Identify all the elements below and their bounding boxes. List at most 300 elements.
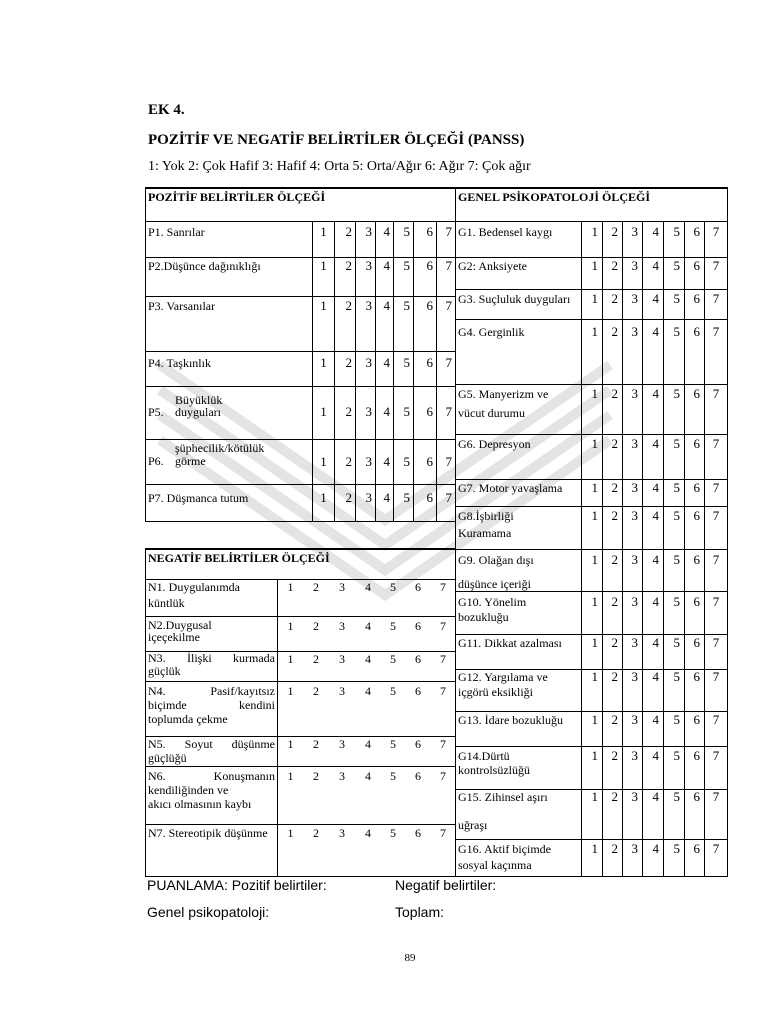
rating-option-1: 1 xyxy=(287,580,294,594)
rating-option-6: 6 xyxy=(414,440,437,484)
rating-option-3: 3 xyxy=(356,440,376,484)
positive-item-label xyxy=(146,297,313,351)
item-label-line: G4. Gerginlik xyxy=(458,325,525,339)
rating-option-2: 2 xyxy=(603,290,623,319)
item-label-line: G7. Motor yavaşlama xyxy=(458,481,563,495)
general-item-2 xyxy=(456,258,727,290)
rating-option-7: 7 xyxy=(445,224,452,239)
item-label-line: biçimde kendini xyxy=(148,698,275,712)
rating-option-3: 3 xyxy=(623,290,643,319)
general-item-16 xyxy=(456,840,727,876)
rating-option-6: 6 xyxy=(414,297,437,351)
rating-option-7: 7 xyxy=(445,298,452,313)
rating-option-3: 3 xyxy=(356,352,376,386)
item-label-line: küntlük xyxy=(148,596,185,610)
item-label-line: G1. Bedensel kaygı xyxy=(458,225,553,239)
rating-option-4: 4 xyxy=(365,580,371,594)
rating-option-7: 7 xyxy=(712,508,720,523)
rating-option-3: 3 xyxy=(623,480,643,506)
rating-option-4: 4 xyxy=(643,507,664,549)
item-label-line: sosyal kaçınma xyxy=(458,858,532,872)
positive-item-4 xyxy=(146,352,455,387)
rating-option-6: 6 xyxy=(685,222,705,257)
rating-option-2: 2 xyxy=(603,435,623,479)
rating-option-1: 1 xyxy=(287,737,294,751)
general-item-label xyxy=(456,592,582,634)
rating-option-5: 5 xyxy=(390,580,396,594)
rating-option-1: 1 xyxy=(582,258,603,289)
item-label-line: bozukluğu xyxy=(458,610,509,624)
negative-item-label xyxy=(146,682,278,736)
rating-option-1: 1 xyxy=(287,684,294,698)
rating-option-4: 4 xyxy=(643,258,664,289)
rating-option-1: 1 xyxy=(313,352,335,386)
rating-option-3: 3 xyxy=(356,297,376,351)
item-label-line: P2.Düşünce dağınıklığı xyxy=(148,259,261,273)
rating-option-4: 4 xyxy=(376,222,394,257)
rating-option-4: 4 xyxy=(643,435,664,479)
rating-option-2: 2 xyxy=(335,297,356,351)
rating-option-4: 4 xyxy=(643,747,664,789)
rating-option-2: 2 xyxy=(603,747,623,789)
rating-option-1: 1 xyxy=(313,222,335,257)
general-item-15 xyxy=(456,790,727,840)
rating-option-4: 4 xyxy=(643,320,664,384)
rating-option-6: 6 xyxy=(685,550,705,591)
rating-option-3: 3 xyxy=(623,635,643,669)
rating-option-4: 4 xyxy=(376,387,394,439)
negative-item-label xyxy=(146,617,278,651)
rating-option-2: 2 xyxy=(335,222,356,257)
rating-option-5: 5 xyxy=(664,222,685,257)
rating-option-1: 1 xyxy=(582,712,603,746)
general-item-label xyxy=(456,712,582,746)
rating-option-4: 4 xyxy=(365,769,371,783)
rating-option-5: 5 xyxy=(664,507,685,549)
rating-option-5: 5 xyxy=(664,435,685,479)
rating-option-3: 3 xyxy=(356,387,376,439)
item-label-line: içgörü eksikliği xyxy=(458,685,533,699)
rating-option-1: 1 xyxy=(582,747,603,789)
rating-option-1: 1 xyxy=(582,290,603,319)
item-label-line: N6. Konuşmanın xyxy=(148,769,275,783)
rating-option-7: 7 xyxy=(712,291,720,306)
rating-option-3: 3 xyxy=(339,580,345,594)
rating-option-7: 7 xyxy=(712,480,720,495)
rating-option-5: 5 xyxy=(664,712,685,746)
rating-option-3: 3 xyxy=(623,790,643,839)
rating-option-7: 7 xyxy=(712,841,720,856)
rating-option-4: 4 xyxy=(643,635,664,669)
rating-option-1: 1 xyxy=(287,826,294,840)
rating-option-7: 7 xyxy=(712,552,720,567)
general-item-11 xyxy=(456,635,727,670)
rating-option-3: 3 xyxy=(339,619,345,633)
negative-item-label xyxy=(146,737,278,766)
positive-item-label xyxy=(146,387,313,439)
positive-item-label xyxy=(146,352,313,386)
item-code: P5. xyxy=(148,405,164,419)
general-item-9 xyxy=(456,550,727,592)
general-item-4 xyxy=(456,320,727,385)
rating-option-3: 3 xyxy=(623,222,643,257)
rating-option-6: 6 xyxy=(415,580,421,594)
rating-option-2: 2 xyxy=(603,635,623,669)
rating-option-1: 1 xyxy=(582,592,603,634)
rating-option-1: 1 xyxy=(582,320,603,384)
rating-option-2: 2 xyxy=(335,352,356,386)
rating-option-5: 5 xyxy=(394,387,414,439)
item-label-line: uğraşı xyxy=(458,818,488,832)
rating-option-3: 3 xyxy=(356,485,376,521)
item-label-line: G10. Yönelim xyxy=(458,595,527,609)
appendix-label: EK 4. xyxy=(148,102,185,118)
rating-option-2: 2 xyxy=(313,826,319,840)
rating-option-6: 6 xyxy=(414,485,437,521)
positive-scale-heading: POZİTİF BELİRTİLER ÖLÇEĞİ xyxy=(146,189,455,222)
negative-item-label xyxy=(146,825,278,876)
positive-item-label xyxy=(146,222,313,257)
rating-option-4: 4 xyxy=(643,385,664,434)
rating-option-2: 2 xyxy=(603,670,623,711)
rating-option-4: 4 xyxy=(643,840,664,876)
rating-option-2: 2 xyxy=(313,737,319,751)
rating-option-2: 2 xyxy=(603,222,623,257)
rating-option-2: 2 xyxy=(313,580,319,594)
rating-option-5: 5 xyxy=(664,258,685,289)
scoring-positive-label: PUANLAMA: Pozitif belirtiler: xyxy=(147,877,327,893)
rating-option-2: 2 xyxy=(313,769,319,783)
rating-option-5: 5 xyxy=(664,385,685,434)
rating-option-7: 7 xyxy=(712,712,720,727)
rating-option-6: 6 xyxy=(415,737,421,751)
negative-item-7 xyxy=(146,825,455,876)
rating-option-1: 1 xyxy=(287,652,294,666)
negative-item-5 xyxy=(146,737,455,767)
rating-option-5: 5 xyxy=(394,222,414,257)
rating-option-1: 1 xyxy=(582,435,603,479)
general-item-label xyxy=(456,480,582,506)
rating-option-5: 5 xyxy=(390,684,396,698)
rating-option-7: 7 xyxy=(712,669,720,684)
item-label-line: N7. Stereotipik düşünme xyxy=(148,826,268,840)
general-scale-heading: GENEL PSİKOPATOLOJİ ÖLÇEĞİ xyxy=(456,189,727,222)
rating-option-7: 7 xyxy=(445,355,452,370)
rating-option-5: 5 xyxy=(390,737,396,751)
rating-option-4: 4 xyxy=(643,290,664,319)
general-item-7 xyxy=(456,480,727,507)
rating-option-5: 5 xyxy=(390,619,396,633)
rating-option-6: 6 xyxy=(685,747,705,789)
negative-item-label xyxy=(146,580,278,616)
item-text xyxy=(175,394,222,439)
rating-option-6: 6 xyxy=(414,222,437,257)
rating-option-2: 2 xyxy=(603,385,623,434)
rating-option-3: 3 xyxy=(339,737,345,751)
rating-option-3: 3 xyxy=(356,258,376,296)
rating-option-4: 4 xyxy=(643,222,664,257)
rating-option-6: 6 xyxy=(685,840,705,876)
negative-scale-heading: NEGATİF BELİRTİLER ÖLÇEĞİ xyxy=(146,550,455,580)
negative-item-label xyxy=(146,652,278,681)
rating-option-6: 6 xyxy=(685,670,705,711)
general-item-8 xyxy=(456,507,727,550)
general-item-label xyxy=(456,790,582,839)
positive-item-3 xyxy=(146,297,455,352)
rating-option-2: 2 xyxy=(603,550,623,591)
rating-option-5: 5 xyxy=(394,297,414,351)
rating-option-4: 4 xyxy=(376,297,394,351)
rating-option-7: 7 xyxy=(445,454,452,469)
rating-option-3: 3 xyxy=(623,747,643,789)
general-item-label xyxy=(456,507,582,549)
general-item-label xyxy=(456,435,582,479)
rating-option-3: 3 xyxy=(356,222,376,257)
rating-option-4: 4 xyxy=(643,790,664,839)
item-label-line: kontrolsüzlüğü xyxy=(458,763,530,777)
rating-option-3: 3 xyxy=(623,507,643,549)
rating-option-6: 6 xyxy=(685,435,705,479)
item-text xyxy=(175,442,264,484)
rating-option-7: 7 xyxy=(712,635,720,650)
rating-option-3: 3 xyxy=(623,435,643,479)
rating-option-5: 5 xyxy=(390,652,396,666)
positive-item-2 xyxy=(146,258,455,297)
scoring-total-label: Toplam: xyxy=(395,904,445,920)
negative-item-6 xyxy=(146,767,455,825)
rating-option-5: 5 xyxy=(664,592,685,634)
rating-option-2: 2 xyxy=(603,258,623,289)
general-item-13 xyxy=(456,712,727,747)
general-item-label xyxy=(456,635,582,669)
rating-option-6: 6 xyxy=(685,507,705,549)
rating-option-7: 7 xyxy=(445,258,452,273)
rating-key: 1: Yok 2: Çok Hafif 3: Hafif 4: Orta 5: Orta/Ağır 6: Ağır 7: Çok ağır xyxy=(148,159,531,174)
general-item-label xyxy=(456,747,582,789)
rating-option-7: 7 xyxy=(712,324,720,339)
general-item-3 xyxy=(456,290,727,320)
rating-option-2: 2 xyxy=(603,480,623,506)
rating-option-4: 4 xyxy=(643,550,664,591)
item-label-line: N5. Soyut düşünme xyxy=(148,737,275,751)
positive-item-label xyxy=(146,258,313,296)
item-label-line: N3. İlişki kurmada xyxy=(148,651,275,665)
item-label-line: duyguları xyxy=(175,405,221,419)
item-label-line: G13. İdare bozukluğu xyxy=(458,713,563,727)
general-item-1 xyxy=(456,222,727,258)
rating-option-1: 1 xyxy=(582,480,603,506)
rating-option-6: 6 xyxy=(685,290,705,319)
rating-option-6: 6 xyxy=(685,480,705,506)
item-label-line: görme xyxy=(175,454,206,468)
rating-option-1: 1 xyxy=(582,507,603,549)
rating-option-7: 7 xyxy=(440,769,446,783)
general-item-label xyxy=(456,320,582,384)
rating-option-2: 2 xyxy=(603,840,623,876)
rating-option-7: 7 xyxy=(445,490,452,505)
negative-item-1 xyxy=(146,580,455,617)
rating-option-6: 6 xyxy=(685,712,705,746)
rating-option-1: 1 xyxy=(582,550,603,591)
rating-option-6: 6 xyxy=(685,592,705,634)
item-label-line: G9. Olağan dışı xyxy=(458,553,534,567)
item-label-line: N1. Duygulanımda xyxy=(148,580,240,594)
rating-option-7: 7 xyxy=(445,404,452,419)
rating-option-3: 3 xyxy=(623,592,643,634)
rating-option-1: 1 xyxy=(582,222,603,257)
scoring-general-label: Genel psikopatoloji: xyxy=(147,904,270,920)
general-item-label xyxy=(456,550,582,591)
rating-option-1: 1 xyxy=(582,385,603,434)
rating-option-6: 6 xyxy=(685,635,705,669)
rating-option-6: 6 xyxy=(415,652,421,666)
item-label-line: G15. Zihinsel aşırı xyxy=(458,790,548,804)
rating-option-2: 2 xyxy=(603,320,623,384)
rating-option-4: 4 xyxy=(376,258,394,296)
rating-option-6: 6 xyxy=(685,320,705,384)
item-label-line: G11. Dikkat azalması xyxy=(458,636,562,650)
item-label-line: G16. Aktif biçimde xyxy=(458,842,551,856)
rating-option-2: 2 xyxy=(603,507,623,549)
rating-option-1: 1 xyxy=(287,619,294,633)
item-label-line: Büyüklük xyxy=(175,393,223,407)
rating-option-7: 7 xyxy=(712,436,720,451)
rating-option-2: 2 xyxy=(313,619,319,633)
document-title: POZİTİF VE NEGATİF BELİRTİLER ÖLÇEĞİ (PANSS) xyxy=(148,132,525,148)
rating-option-3: 3 xyxy=(339,826,345,840)
rating-option-4: 4 xyxy=(376,440,394,484)
rating-option-1: 1 xyxy=(313,258,335,296)
rating-option-3: 3 xyxy=(623,320,643,384)
rating-option-5: 5 xyxy=(394,440,414,484)
rating-option-2: 2 xyxy=(335,485,356,521)
rating-option-7: 7 xyxy=(712,258,720,273)
rating-option-1: 1 xyxy=(287,769,294,783)
item-label-line: G6. Depresyon xyxy=(458,437,531,451)
item-label-line: şüphecilik/kötülük xyxy=(175,441,265,455)
item-label-line: N2.Duygusal xyxy=(148,618,212,632)
rating-option-2: 2 xyxy=(313,684,319,698)
rating-option-1: 1 xyxy=(313,297,335,351)
rating-option-4: 4 xyxy=(365,684,371,698)
rating-option-2: 2 xyxy=(603,790,623,839)
item-label-line: kendiliğinden ve xyxy=(148,783,229,797)
rating-option-6: 6 xyxy=(685,790,705,839)
item-label-line: P1. Sanrılar xyxy=(148,225,205,239)
negative-item-label xyxy=(146,767,278,824)
rating-option-3: 3 xyxy=(339,652,345,666)
general-item-14 xyxy=(456,747,727,790)
page-number: 89 xyxy=(404,952,416,964)
rating-option-1: 1 xyxy=(313,387,335,439)
rating-option-2: 2 xyxy=(313,652,319,666)
rating-option-3: 3 xyxy=(623,670,643,711)
negative-item-2 xyxy=(146,617,455,652)
item-label-line: toplumda çekme xyxy=(148,712,228,726)
rating-option-3: 3 xyxy=(623,712,643,746)
item-label-line: G5. Manyerizm ve xyxy=(458,387,549,401)
rating-option-5: 5 xyxy=(664,320,685,384)
item-label-line: G2: Anksiyete xyxy=(458,259,527,273)
rating-option-4: 4 xyxy=(643,592,664,634)
rating-option-5: 5 xyxy=(394,258,414,296)
scoring-negative-label: Negatif belirtiler: xyxy=(395,877,497,893)
rating-option-4: 4 xyxy=(643,480,664,506)
rating-option-3: 3 xyxy=(339,769,345,783)
positive-item-1 xyxy=(146,222,455,258)
rating-option-6: 6 xyxy=(414,352,437,386)
rating-option-1: 1 xyxy=(313,440,335,484)
rating-option-3: 3 xyxy=(623,258,643,289)
rating-option-5: 5 xyxy=(394,485,414,521)
rating-option-5: 5 xyxy=(390,826,396,840)
rating-option-5: 5 xyxy=(664,480,685,506)
general-item-label xyxy=(456,222,582,257)
rating-option-4: 4 xyxy=(365,652,371,666)
rating-option-7: 7 xyxy=(712,594,720,609)
rating-option-7: 7 xyxy=(712,224,720,239)
rating-option-1: 1 xyxy=(582,635,603,669)
rating-option-3: 3 xyxy=(339,684,345,698)
positive-item-5 xyxy=(146,387,455,440)
rating-option-7: 7 xyxy=(712,386,720,401)
positive-item-6 xyxy=(146,440,455,485)
general-item-label xyxy=(456,670,582,711)
rating-option-7: 7 xyxy=(440,580,446,594)
rating-option-7: 7 xyxy=(712,748,720,763)
rating-option-7: 7 xyxy=(712,789,720,804)
item-label-line: G8.İşbirliği xyxy=(458,509,514,523)
item-label-line: N4. Pasif/kayıtsız xyxy=(148,684,275,698)
rating-option-7: 7 xyxy=(440,652,446,666)
positive-symptoms-table xyxy=(145,187,455,522)
rating-option-6: 6 xyxy=(414,258,437,296)
rating-option-5: 5 xyxy=(664,790,685,839)
rating-option-1: 1 xyxy=(582,790,603,839)
rating-option-5: 5 xyxy=(664,840,685,876)
rating-option-2: 2 xyxy=(335,258,356,296)
rating-option-6: 6 xyxy=(415,684,421,698)
rating-option-6: 6 xyxy=(685,385,705,434)
negative-item-3 xyxy=(146,652,455,682)
general-item-label xyxy=(456,290,582,319)
rating-option-5: 5 xyxy=(664,747,685,789)
rating-option-4: 4 xyxy=(365,619,371,633)
rating-option-7: 7 xyxy=(440,737,446,751)
item-label-line: vücut durumu xyxy=(458,406,525,420)
item-label-line: P4. Taşkınlık xyxy=(148,356,211,370)
positive-item-7 xyxy=(146,485,455,521)
general-psychopathology-table xyxy=(455,187,728,877)
item-code: P6. xyxy=(148,454,164,468)
general-item-5 xyxy=(456,385,727,435)
rating-option-4: 4 xyxy=(376,485,394,521)
rating-option-1: 1 xyxy=(313,485,335,521)
general-item-10 xyxy=(456,592,727,635)
rating-option-4: 4 xyxy=(365,737,371,751)
rating-option-4: 4 xyxy=(643,712,664,746)
rating-option-6: 6 xyxy=(415,826,421,840)
rating-option-5: 5 xyxy=(664,670,685,711)
item-label-line: düşünce içeriği xyxy=(458,577,531,591)
general-item-label xyxy=(456,385,582,434)
rating-option-5: 5 xyxy=(390,769,396,783)
rating-option-4: 4 xyxy=(643,670,664,711)
rating-option-4: 4 xyxy=(376,352,394,386)
item-label-line: P7. Düşmanca tutum xyxy=(148,491,249,505)
general-item-label xyxy=(456,840,582,876)
rating-option-1: 1 xyxy=(582,840,603,876)
